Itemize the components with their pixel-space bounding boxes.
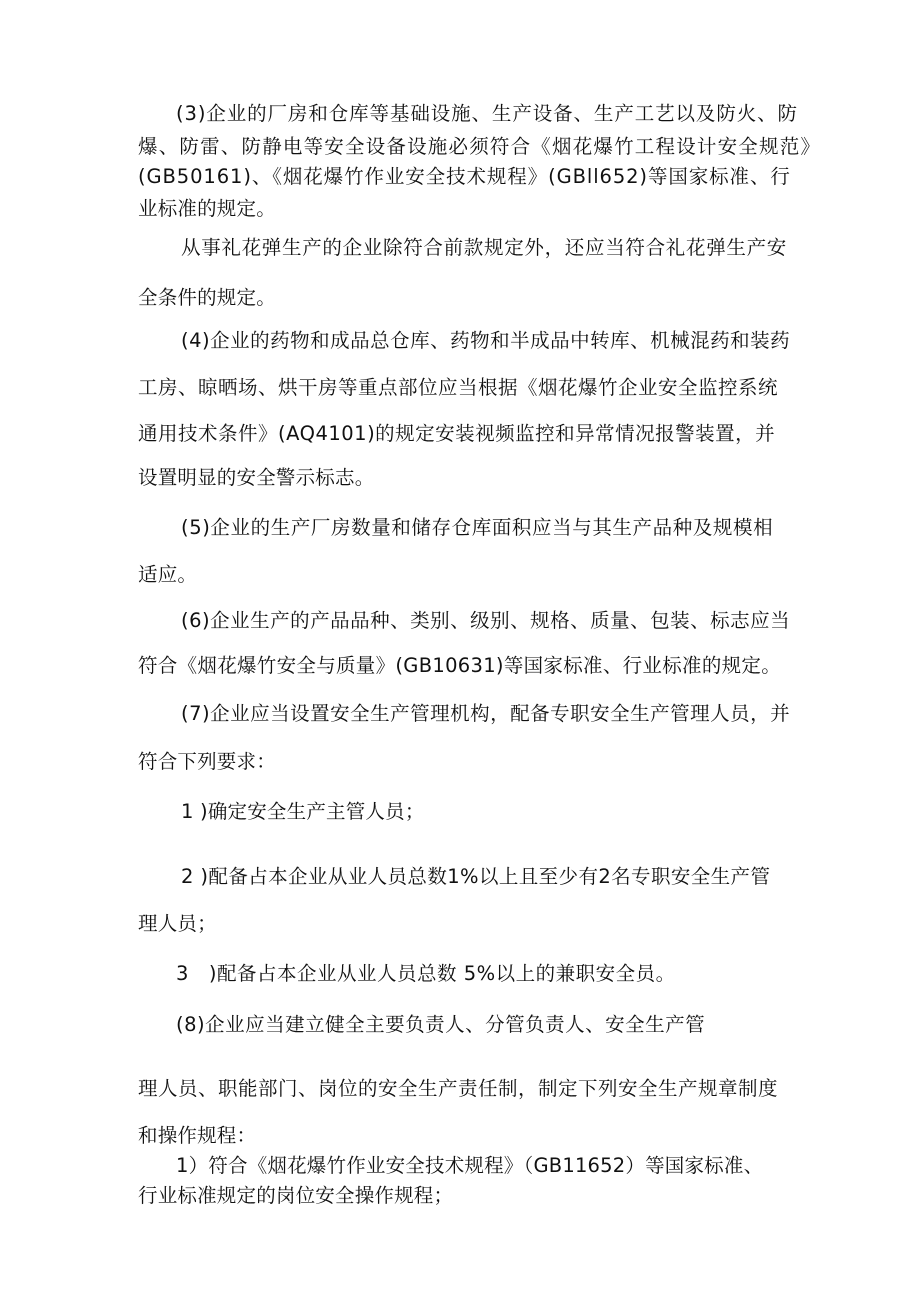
text-line: 1）符合《烟花爆竹作业安全技术规程》（GB11652）等国家标准、 bbox=[176, 1154, 764, 1177]
text-line: 通用技术条件》(AQ4101)的规定安装视频监控和异常情况报警装置，并 bbox=[138, 422, 776, 445]
text-line: 爆、防雷、防静电等安全设备设施必须符合《烟花爆竹工程设计安全规范》 bbox=[138, 135, 822, 158]
text-line: 符合《烟花爆竹安全与质量》(GB10631)等国家标准、行业标准的规定。 bbox=[138, 654, 782, 677]
text-line: 理人员、职能部门、岗位的安全生产责任制，制定下列安全生产规章制度 bbox=[138, 1077, 779, 1100]
text-line: (4)企业的药物和成品总仓库、药物和半成品中转库、机械混药和装药 bbox=[181, 329, 791, 352]
text-line: 理人员； bbox=[138, 912, 217, 935]
text-line: 全条件的规定。 bbox=[138, 286, 276, 309]
text-line: 2 )配备占本企业从业人员总数1%以上且至少有2名专职安全生产管 bbox=[181, 865, 771, 888]
text-line: (8)企业应当建立健全主要负责人、分管负责人、安全生产管 bbox=[176, 1013, 706, 1036]
text-line: 设置明显的安全警示标志。 bbox=[138, 466, 375, 489]
text-line: 工房、晾晒场、烘干房等重点部位应当根据《烟花爆竹企业安全监控系统 bbox=[138, 376, 779, 399]
text-line: 符合下列要求： bbox=[138, 750, 276, 773]
text-line: (6)企业生产的产品品种、类别、级别、规格、质量、包装、标志应当 bbox=[181, 609, 791, 632]
text-line: 3 )配备占本企业从业人员总数 5%以上的兼职安全员。 bbox=[176, 962, 676, 985]
text-line: 行业标准规定的岗位安全操作规程； bbox=[138, 1184, 454, 1207]
text-line: (3)企业的厂房和仓库等基础设施、生产设备、生产工艺以及防火、防 bbox=[176, 102, 798, 125]
text-line: 和操作规程： bbox=[138, 1124, 257, 1147]
text-line: 适应。 bbox=[138, 563, 198, 586]
text-line: (7)企业应当设置安全生产管理机构，配备专职安全生产管理人员，并 bbox=[181, 702, 791, 725]
text-line: (5)企业的生产厂房数量和储存仓库面积应当与其生产品种及规模相 bbox=[181, 516, 774, 539]
text-line: 业标准的规定。 bbox=[138, 197, 276, 220]
text-line: 1 )确定安全生产主管人员； bbox=[181, 800, 425, 823]
text-line: 从事礼花弹生产的企业除符合前款规定外，还应当符合礼花弹生产安 bbox=[181, 236, 788, 259]
text-line: (GB50161)、《烟花爆竹作业安全技术规程》(GBll652)等国家标准、行 bbox=[138, 165, 791, 188]
